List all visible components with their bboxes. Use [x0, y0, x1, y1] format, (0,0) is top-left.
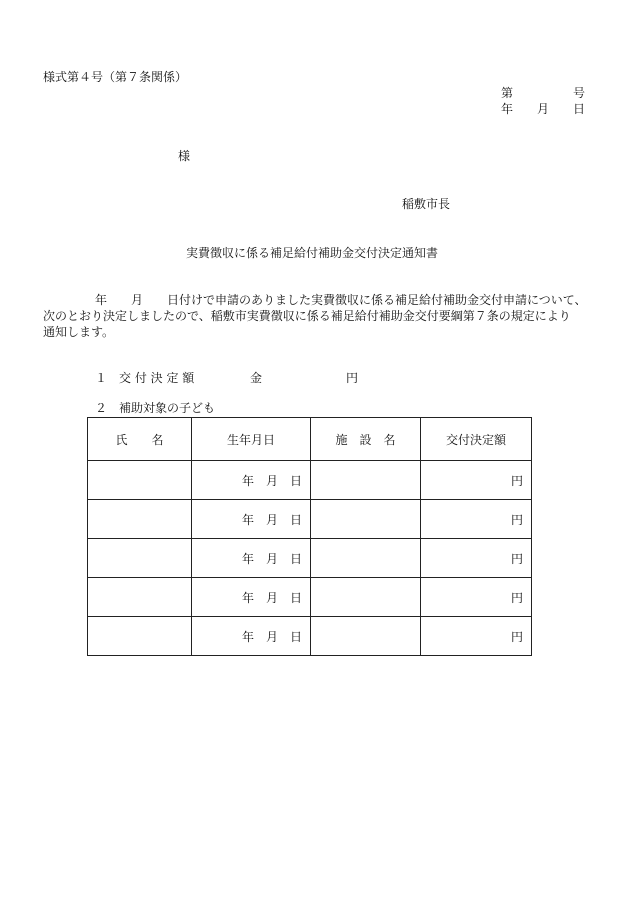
cell-facility: [311, 500, 421, 539]
table-header-row: [88, 418, 532, 461]
cell-amount: 円: [421, 617, 532, 656]
table-row: [88, 461, 532, 500]
cell-birthdate: 年 月 日: [192, 617, 311, 656]
children-table: [87, 417, 532, 656]
document-date: 年 月 日: [501, 102, 586, 116]
grant-amount-yen: 円: [346, 371, 359, 385]
header-birthdate: 生年月日: [192, 418, 311, 461]
body-line-3: 通知します。: [43, 325, 115, 339]
table-row: [88, 500, 532, 539]
cell-name: [88, 500, 192, 539]
body-line-2: 次のとおり決定しましたので、稲敷市実費徴収に係る補足給付補助金交付要綱第７条の規定により: [43, 309, 571, 323]
cell-facility: [311, 461, 421, 500]
cell-facility: [311, 578, 421, 617]
form-label: 様式第４号（第７条関係）: [43, 70, 188, 84]
document-number: 第 号: [501, 86, 586, 100]
cell-amount: 円: [421, 500, 532, 539]
table-row: [88, 578, 532, 617]
cell-amount: 円: [421, 539, 532, 578]
addressee-suffix: 様: [178, 149, 191, 163]
cell-name: [88, 617, 192, 656]
grant-amount-kin: 金: [250, 371, 263, 385]
grant-amount-label: １ 交 付 決 定 額: [95, 371, 195, 385]
cell-name: [88, 578, 192, 617]
cell-facility: [311, 539, 421, 578]
cell-birthdate: 年 月 日: [192, 578, 311, 617]
body-line-1: 年 月 日付けで申請のありました実費徴収に係る補足給付補助金交付申請について、: [95, 293, 587, 307]
header-name: 氏 名: [88, 418, 192, 461]
header-facility: 施 設 名: [311, 418, 421, 461]
table-row: [88, 617, 532, 656]
cell-facility: [311, 617, 421, 656]
cell-birthdate: 年 月 日: [192, 461, 311, 500]
table-row: [88, 539, 532, 578]
cell-amount: 円: [421, 461, 532, 500]
subsidy-children-label: ２ 補助対象の子ども: [95, 401, 216, 415]
sender-name: 稲敷市長: [402, 197, 451, 211]
cell-birthdate: 年 月 日: [192, 539, 311, 578]
cell-amount: 円: [421, 578, 532, 617]
document-title: 実費徴収に係る補足給付補助金交付決定通知書: [186, 246, 439, 260]
header-amount: 交付決定額: [421, 418, 532, 461]
cell-birthdate: 年 月 日: [192, 500, 311, 539]
cell-name: [88, 539, 192, 578]
cell-name: [88, 461, 192, 500]
